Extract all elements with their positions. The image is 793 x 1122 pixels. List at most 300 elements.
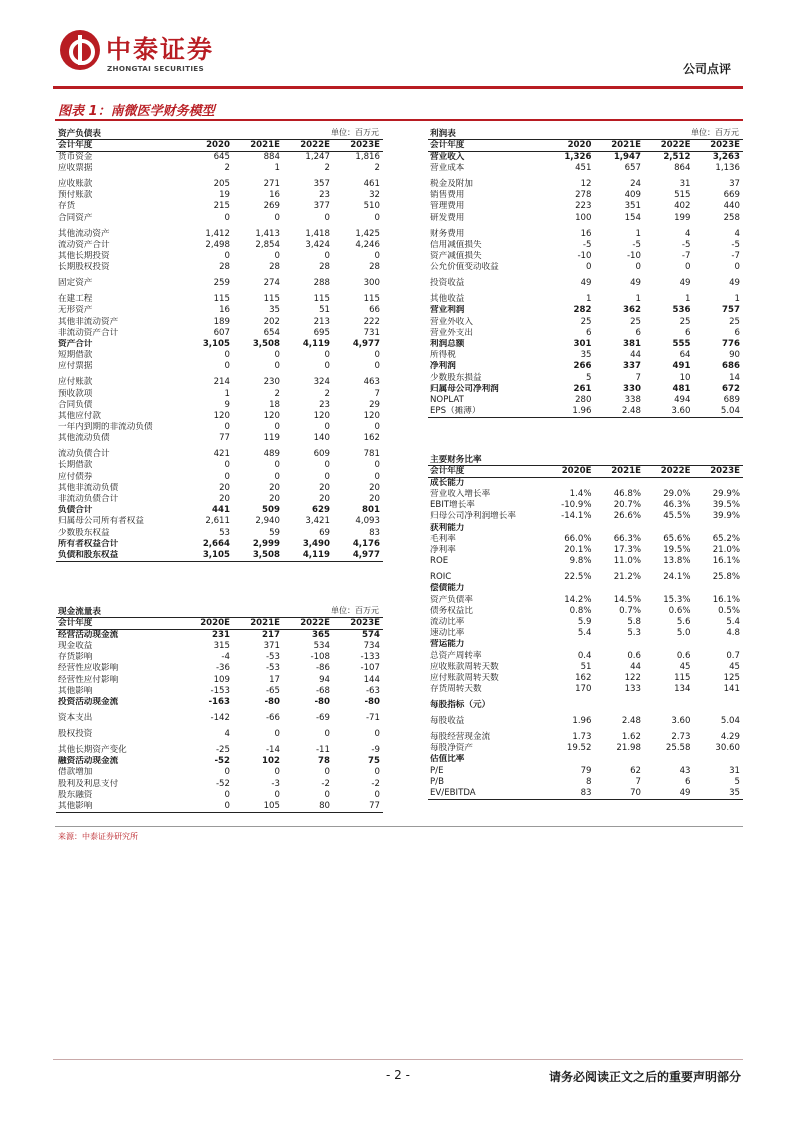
cell-value: 534 [313,641,330,652]
cell-value: 9.8% [569,556,592,567]
cell-value: 6 [635,327,641,338]
row-label: 成长能力 [430,478,465,488]
cell-value: 25.8% [712,572,740,583]
row-label: 毛利率 [430,533,456,544]
table-row [56,675,383,686]
cell-value: 65.2% [712,533,740,544]
cell-value: -80 [314,697,330,708]
table-row [428,395,743,406]
row-label: 应收账款 [58,179,93,190]
row-label: 管理费用 [430,201,465,212]
row-label: 短期借款 [58,350,93,361]
cell-value: 39.5% [712,500,740,511]
cell-value: 629 [312,505,330,516]
row-label: 每股经营现金流 [430,732,491,743]
cell-value: 53 [219,527,230,538]
table-row [428,384,743,395]
cell-value: 0 [586,262,592,273]
cell-value: -86 [315,663,330,674]
row-label: 经营活动现金流 [58,630,119,640]
cell-value: 3,424 [305,239,330,250]
cell-value: 271 [263,179,280,190]
cell-value: 120 [213,410,230,421]
cell-value: 90 [729,350,740,361]
table-row [428,273,743,289]
table-row [428,556,743,567]
table-row [428,500,743,511]
cell-value: 1,947 [613,152,641,162]
cell-value [694,523,744,534]
cash-flow-unit: 单位：百万元 [331,606,379,615]
row-label: EBIT增长率 [430,500,475,511]
cell-value: 864 [674,163,691,174]
cell-value: 421 [213,449,230,460]
row-label: 在建工程 [58,294,93,305]
cell-value [595,695,645,711]
table-row [56,224,383,240]
cell-value: 669 [723,190,740,201]
cell-value: 5.0 [676,628,691,639]
cell-value: 199 [674,212,691,223]
cell-value: 0.4 [577,650,592,661]
column-header-year: 2020E [183,618,233,630]
cell-value: 2 [374,163,380,174]
table-row [56,190,383,201]
cell-value: 3,105 [183,550,233,562]
cell-value: 21.2% [613,572,641,583]
column-header-label: 会计年度 [56,140,183,152]
cell-value: 695 [313,327,330,338]
cell-value: 2 [274,388,280,399]
cell-value: -7 [731,251,740,262]
cell-value: 0 [224,212,230,223]
row-label: 预收款项 [58,388,93,399]
source-divider [55,826,743,827]
cell-value: 140 [313,433,330,444]
balance-sheet-unit: 单位：百万元 [331,128,379,137]
cell-value: 440 [723,201,740,212]
cell-value: 0 [274,350,280,361]
table-row [56,328,383,339]
ratios-panel [428,452,743,800]
cell-value: 2.48 [621,716,641,727]
cell-value: 105 [233,801,283,813]
cell-value: 609 [313,449,330,460]
balance-sheet-table [56,139,383,562]
cell-value: 5.6 [676,616,691,627]
row-label: 存货影响 [58,652,93,663]
footer-disclaimer: 请务必阅读正文之后的重要声明部分 [548,1070,741,1084]
cell-value: 0 [635,262,641,273]
table-row [56,790,383,801]
table-row [56,472,383,483]
cell-value: 25 [630,316,641,327]
cell-value: 409 [624,190,641,201]
cell-value [644,639,694,650]
cell-value: 3,105 [202,338,230,349]
cell-value: 0 [274,789,280,800]
table-row [56,505,383,516]
cell-value: -5 [632,239,641,250]
cell-value: 222 [363,316,380,327]
cell-value: 16.1% [712,556,740,567]
cell-value: 0.6% [668,605,691,616]
cell-value: 2,512 [663,152,691,162]
table-header-row [56,140,383,152]
cell-value: 14.2% [564,594,592,605]
cell-value: 14 [729,372,740,383]
row-label: 股权投资 [58,729,93,740]
row-label: 投资收益 [430,278,465,289]
cell-value: 39.9% [712,511,740,522]
cell-value: 776 [722,338,740,349]
cell-value: -163 [208,697,230,708]
cell-value: 29.9% [712,489,740,500]
row-label: 应收账款周转天数 [430,661,499,672]
cell-value: 12 [580,179,592,190]
cell-value: 66 [369,305,380,316]
cell-value: 213 [313,316,330,327]
table-row [56,652,383,663]
row-label: 债务权益比 [430,605,473,616]
row-label: 营业外支出 [430,327,473,338]
cell-value: 301 [573,338,592,349]
cell-value: 0 [324,350,330,361]
header-divider [53,86,743,89]
cell-value: 3,508 [252,338,280,349]
cell-value: 69 [319,527,330,538]
cell-value: 83 [545,788,595,800]
cell-value: 0 [274,422,280,433]
table-row [428,328,743,339]
cell-value: 0 [274,729,280,740]
cell-value: 205 [213,179,230,190]
cell-value: 7 [635,372,641,383]
table-row [428,213,743,224]
cell-value: -63 [365,685,380,696]
row-label: ROIC [430,572,452,583]
cell-value: -53 [265,652,280,663]
cell-value: 170 [575,684,592,695]
cell-value: 607 [213,327,230,338]
row-label: 其他影响 [58,685,93,696]
cell-value: 43 [679,765,691,776]
table-row [428,350,743,361]
cell-value: 536 [672,305,691,316]
row-label: 每股指标（元） [430,700,491,711]
cell-value: 46.8% [613,489,641,500]
row-label: 税金及附加 [430,179,473,190]
table-row [428,711,743,727]
cell-value: 481 [672,383,691,394]
cell-value: 781 [363,449,380,460]
cell-value: 16.1% [712,594,740,605]
cell-value: 1 [734,294,740,305]
cell-value: 0 [324,471,330,482]
cell-value: 365 [312,630,330,640]
row-label: 应收票据 [58,163,93,174]
cell-value: 45 [679,661,691,672]
cell-value: 0 [324,460,330,471]
cell-value: 0.8% [569,605,592,616]
cell-value: 120 [363,410,380,421]
cell-value: 1,413 [255,228,280,239]
row-label: 总资产周转率 [430,650,482,661]
row-label: P/B [430,776,444,787]
row-label: 所得税 [430,350,456,361]
cell-value: 44 [630,661,641,672]
cell-value: 2 [324,163,330,174]
cell-value: 0 [324,251,330,262]
cell-value: -36 [215,663,230,674]
cell-value: 4,977 [333,550,383,562]
cell-value: -7 [681,251,691,262]
cell-value: 51 [319,305,330,316]
cell-value [644,583,694,594]
table-row [428,545,743,556]
cell-value: -142 [210,713,230,724]
table-row [428,673,743,684]
cell-value: 0 [324,729,330,740]
cell-value: 35 [694,788,744,800]
cell-value: 494 [674,394,691,405]
cell-value: 645 [213,152,230,162]
table-row [56,400,383,411]
cell-value: 731 [363,327,380,338]
row-label: 其他流动负债 [58,433,110,444]
row-label: 资本支出 [58,713,93,724]
cell-value: 28 [319,262,330,273]
cell-value: 0 [374,471,380,482]
cell-value: -14.1% [561,511,592,522]
cell-value: 0 [224,361,230,372]
table-row [428,650,743,661]
cell-value: 125 [723,672,740,683]
column-header-year: 2020 [545,140,595,152]
cell-value: 7 [374,388,380,399]
table-row [56,686,383,697]
cell-value: 20 [219,482,230,493]
row-label: 合同负债 [58,399,93,410]
cell-value: 2 [224,163,230,174]
cell-value: -66 [265,713,280,724]
cell-value [644,478,694,490]
cell-value: 1.73 [572,732,592,743]
cell-value: 231 [212,630,230,640]
cell-value: 4,119 [283,550,333,562]
cell-value: 1 [274,163,280,174]
table-row [56,460,383,471]
cell-value: 25 [679,316,691,327]
row-label: 长期借款 [58,460,93,471]
cell-value: 49 [630,278,641,289]
row-label: 营业收入增长率 [430,489,491,500]
cash-flow-panel [56,604,383,813]
column-header-label: 会计年度 [428,466,545,478]
row-label: 存货周转天数 [430,684,482,695]
cell-value: 6 [685,327,691,338]
cell-value [545,639,595,650]
row-label: 营业成本 [430,163,465,174]
cell-value: 300 [363,278,380,289]
cell-value: 5.9 [577,616,592,627]
table-row [56,422,383,433]
row-label: P/E [430,765,444,776]
row-label: 偿债能力 [430,583,465,594]
cell-value: 0 [324,212,330,223]
cell-value: 0 [324,789,330,800]
table-row [56,152,383,164]
cell-value: 20 [269,482,280,493]
cell-value: 1,326 [564,152,592,162]
row-label: 少数股东损益 [430,372,482,383]
cell-value: 16 [580,228,592,239]
table-row [428,201,743,212]
cell-value: 77 [219,433,230,444]
cell-value: 3,421 [305,516,330,527]
cell-value: 884 [263,152,280,162]
cell-value: 324 [313,377,330,388]
cell-value: 29 [369,399,380,410]
cell-value: 35 [580,350,592,361]
cell-value: -10.9% [561,500,592,511]
column-header-year: 2021E [233,618,283,630]
cell-value: 1,816 [355,152,380,162]
cell-value: 21.0% [712,545,740,556]
table-row [56,756,383,767]
cell-value: -80 [264,697,280,708]
cell-value: 18 [269,399,280,410]
cell-value: -14 [265,745,280,756]
table-row [56,641,383,652]
column-header-year: 2022E [644,466,694,478]
table-header-row [56,618,383,630]
cell-value: 4.8 [726,628,740,639]
row-label: 其他收益 [430,294,465,305]
cell-value: 0.6 [676,650,691,661]
table-row [56,251,383,262]
cell-value: 102 [262,756,280,767]
row-label: 应付账款周转天数 [430,672,499,683]
row-label: 投资活动现金流 [58,697,119,708]
cell-value: 120 [263,410,280,421]
row-label: EPS（摊薄） [428,406,545,418]
cash-flow-title: 现金流量表 [58,607,101,617]
cell-value: 5.4 [577,628,592,639]
cell-value: 109 [213,674,230,685]
cell-value: -133 [360,652,380,663]
cell-value: 0 [374,350,380,361]
column-header-year: 2023E [333,140,383,152]
row-label: 净利率 [430,545,456,556]
cell-value: 0 [374,422,380,433]
cell-value [694,695,744,711]
table-row [56,433,383,444]
cell-value: 278 [575,190,592,201]
cell-value: 115 [674,672,691,683]
cell-value: 371 [263,641,280,652]
cell-value: 509 [262,505,280,516]
table-row [428,251,743,262]
cell-value: 94 [319,674,330,685]
cell-value: 115 [263,294,280,305]
table-row [56,240,383,251]
cell-value: 45.5% [663,511,691,522]
cell-value: 402 [674,201,691,212]
cell-value: 0 [274,767,280,778]
cell-value: -2 [371,778,380,789]
row-label: 长期股权投资 [58,262,110,273]
cell-value: 17 [269,674,280,685]
cell-value: 15.3% [663,594,691,605]
cell-value: 20 [269,494,280,505]
cell-value: 0 [324,767,330,778]
table-header-row [428,140,743,152]
cell-value: 19.5% [663,545,691,556]
cell-value: 31 [729,765,740,776]
cell-value: 801 [362,505,380,516]
cell-value: 441 [212,505,230,516]
cell-value: -80 [364,697,380,708]
cell-value [545,754,595,765]
cell-value: 51 [580,661,592,672]
cell-value [595,754,645,765]
balance-sheet-panel [56,126,383,562]
page-number: - 2 - [386,1068,410,1082]
cell-value: 21.98 [616,743,641,754]
cell-value: 189 [213,316,230,327]
table-row [56,163,383,174]
cell-value: 100 [575,212,592,223]
table-row [428,727,743,743]
cell-value: 202 [263,316,280,327]
cell-value [545,695,595,711]
cell-value: 1.96 [545,406,595,418]
table-row [428,163,743,174]
cell-value: 14.5% [613,594,641,605]
row-label: 所有者权益合计 [58,538,119,549]
table-row [428,695,743,711]
cell-value: 214 [213,377,230,388]
balance-sheet-title: 资产负债表 [58,129,101,139]
cell-value: 24 [630,179,641,190]
cell-value: 28 [269,262,280,273]
row-label: 存货 [58,201,76,212]
table-row [428,662,743,673]
cell-value: 4,977 [352,338,380,349]
cell-value: 46.3% [663,500,691,511]
table-row [428,639,743,650]
source-note: 来源：中泰证券研究所 [58,832,138,841]
cell-value: 2,498 [205,239,230,250]
cell-value: 115 [363,294,380,305]
cell-value: 6 [586,327,592,338]
cell-value: 134 [674,684,691,695]
table-row [428,523,743,534]
cell-value: -2 [321,778,330,789]
row-label: 营业外收入 [430,316,473,327]
row-label: 销售费用 [430,190,465,201]
table-row [56,779,383,790]
cell-value: 0 [274,212,280,223]
cell-value: 282 [573,305,592,316]
cell-value: 4,176 [352,538,380,549]
cell-value: 280 [575,394,592,405]
cell-value: 3,508 [233,550,283,562]
cell-value [595,478,645,490]
cell-value: 288 [313,278,330,289]
row-label: 速动比率 [430,628,465,639]
